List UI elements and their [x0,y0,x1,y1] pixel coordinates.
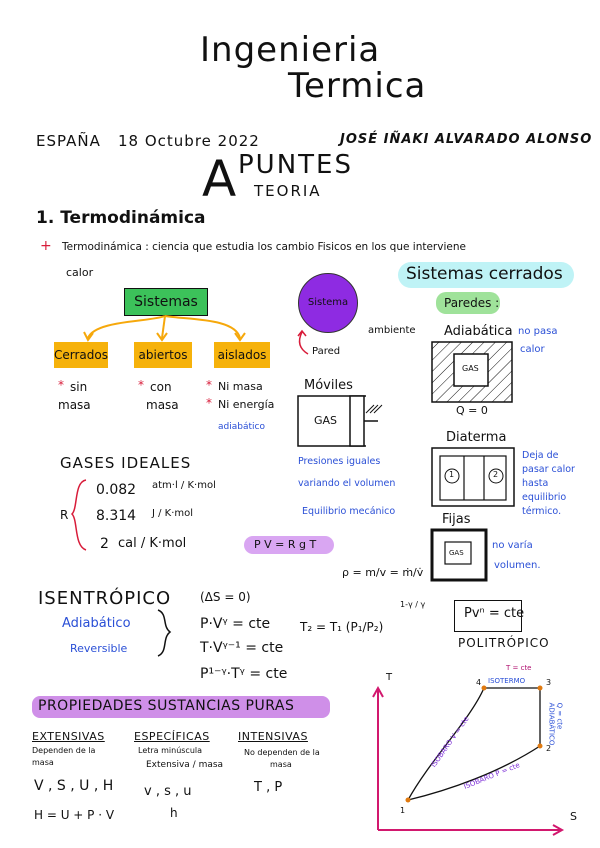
diaterma-note-4: equilibrio [522,492,567,503]
teoria-subtitle: TEORIA [254,182,322,200]
r-unit-1: atm·l / K·mol [152,480,216,491]
note-2-line-1: con [150,380,172,394]
col-especificas-vars: v , s , u [144,784,192,799]
col-extensivas-desc-1: Dependen de la [32,746,96,755]
child-label-abiertos: abiertos [138,348,188,362]
t2-equation: T₂ = T₁ (P₁/P₂) [300,620,384,634]
col-intensivas-title: INTENSIVAS [238,730,308,743]
ts-x-label: S [570,810,577,823]
diaterma-label-1: 1 [449,470,455,479]
adiabatico-label: Adiabático [62,616,131,631]
ambiente-label: ambiente [368,325,416,336]
reversible-label: Reversible [70,642,128,655]
col-extensivas-title: EXTENSIVAS [32,730,105,743]
ts-label-qcte: Q = cte [555,702,564,730]
r-unit-2: J / K·mol [152,508,194,519]
section-heading: 1. Termodinámica [36,208,206,228]
note-3-line-2: Ni energía [218,398,275,411]
ts-label-isotermo: ISOTERMO [488,677,526,685]
politropico-equation: Pvⁿ = cte [464,606,525,621]
col-intensivas-vars: T , P [254,780,283,795]
diaterma-note-5: térmico. [522,506,562,517]
politropico-label: POLITRÓPICO [458,636,550,650]
title-line-1: Ingenieria [200,30,381,70]
fijas-note-1: no varía [492,540,533,551]
moviles-note-2: variando el volumen [298,478,396,489]
ts-point-3-label: 3 [546,678,552,687]
note-3-line-3: adiabático [218,422,265,432]
cerrados-heading: Sistemas cerrados [406,264,563,284]
r-value-2: 8.314 [96,508,137,524]
definition-line-1: Termodinámica : ciencia que estudia los cambio Fisicos en los que interviene [62,241,466,253]
ts-point-4-label: 4 [476,678,482,687]
delta-s: (ΔS = 0) [200,590,251,604]
note-1-line-2: masa [58,398,91,412]
ts-point-2 [538,744,543,749]
col-especificas-extra: h [170,806,178,820]
ts-point-1 [406,798,411,803]
fijas-gas: GAS [449,549,464,557]
note-star-1: * [58,378,64,392]
title-line-2: Termica [288,66,427,106]
adiabatica-note-2: calor [520,344,545,355]
ts-y-label: T [386,672,393,683]
propiedades-heading: PROPIEDADES SUSTANCIAS PURAS [38,698,295,714]
diaterma-note-3: hasta [522,478,549,489]
col-intensivas-desc-2: masa [270,760,292,769]
col-extensivas-vars: V , S , U , H [34,778,114,794]
ts-point-3 [538,686,543,691]
col-especificas-desc-1: Letra minúscula [138,746,203,755]
isentropic-eq-1: P·Vᵞ = cte [200,616,271,632]
diaterma-label: Diaterma [446,430,507,445]
paredes-label: Paredes : [444,296,500,310]
ts-label-isobaro-v: ISOBARO V = cte [429,715,471,769]
ts-point-4 [482,686,487,691]
note-3-line-1: Ni masa [218,380,263,393]
author: JOSÉ IÑAKI ALVARADO ALONSO [340,132,593,147]
r-value-1: 0.082 [96,482,137,498]
isentropic-eq-2: T·Vᵞ⁻¹ = cte [200,640,284,656]
ideal-gas-equation: P V = R g T [254,538,317,551]
note-2-line-2: masa [146,398,179,412]
col-intensivas-desc-1: No dependen de la [244,748,320,757]
definition-line-2: calor [66,266,94,279]
fijas-note-2: volumen. [494,560,541,571]
apuntes-title: PUNTES [238,150,353,180]
col-especificas-desc-2: Extensiva / masa [146,760,224,770]
t2-exponent: 1-γ / γ [400,600,426,609]
ts-point-1-label: 1 [400,806,406,815]
adiabatica-label: Adiabática [444,324,513,339]
gases-heading: GASES IDEALES [60,454,192,472]
moviles-note-1: Presiones iguales [298,456,381,467]
col-especificas-title: ESPECÍFICAS [134,730,210,743]
isentropic-eq-3: P¹⁻ᵞ·Tᵞ = cte [200,666,288,682]
r-unit-3: cal / K·mol [118,536,187,551]
adiabatica-note-1: no pasa [518,326,558,337]
diaterma-label-2: 2 [493,470,499,479]
col-extensivas-desc-2: masa [32,758,54,767]
q-zero: Q = 0 [456,404,488,417]
density-equation: ρ = m/v = ṁ/v̇ [342,566,424,579]
fijas-label: Fijas [442,512,471,527]
pared-label: Pared [312,346,341,357]
diaterma-note-1: Deja de [522,450,559,461]
note-star-3b: * [206,396,212,410]
col-extensivas-extra: H = U + P · V [34,808,115,822]
r-value-3: 2 [100,536,109,552]
ts-point-2-label: 2 [546,744,552,753]
apuntes-big-a: A [202,150,237,208]
ts-isobaro-p-curve [408,746,540,800]
note-star-2: * [138,378,144,392]
child-label-aislados: aislados [217,348,267,362]
moviles-gas: GAS [314,414,338,427]
country: ESPAÑA [36,132,101,150]
ts-label-isobaro-p: ISOBARO P = cte [462,761,521,791]
child-label-cerrados: Cerrados [54,348,108,362]
note-star-3: * [206,378,212,392]
sistemas-root-label: Sistemas [134,294,198,310]
bullet-mark: + [40,238,52,254]
moviles-label: Móviles [304,378,353,393]
adiabatica-gas: GAS [462,364,479,373]
ts-label-tcte: T = cte [506,664,532,672]
date: 18 Octubre 2022 [118,132,260,150]
ts-label-adiabatico: ADIABÁTICO [547,702,556,746]
sistema-label: Sistema [307,297,349,308]
note-1-line-1: sin [70,380,88,394]
isentropico-heading: ISENTRÓPICO [38,588,172,609]
diaterma-note-2: pasar calor [522,464,575,475]
r-label: R [60,508,69,522]
moviles-note-3: Equilibrio mecánico [302,506,396,517]
